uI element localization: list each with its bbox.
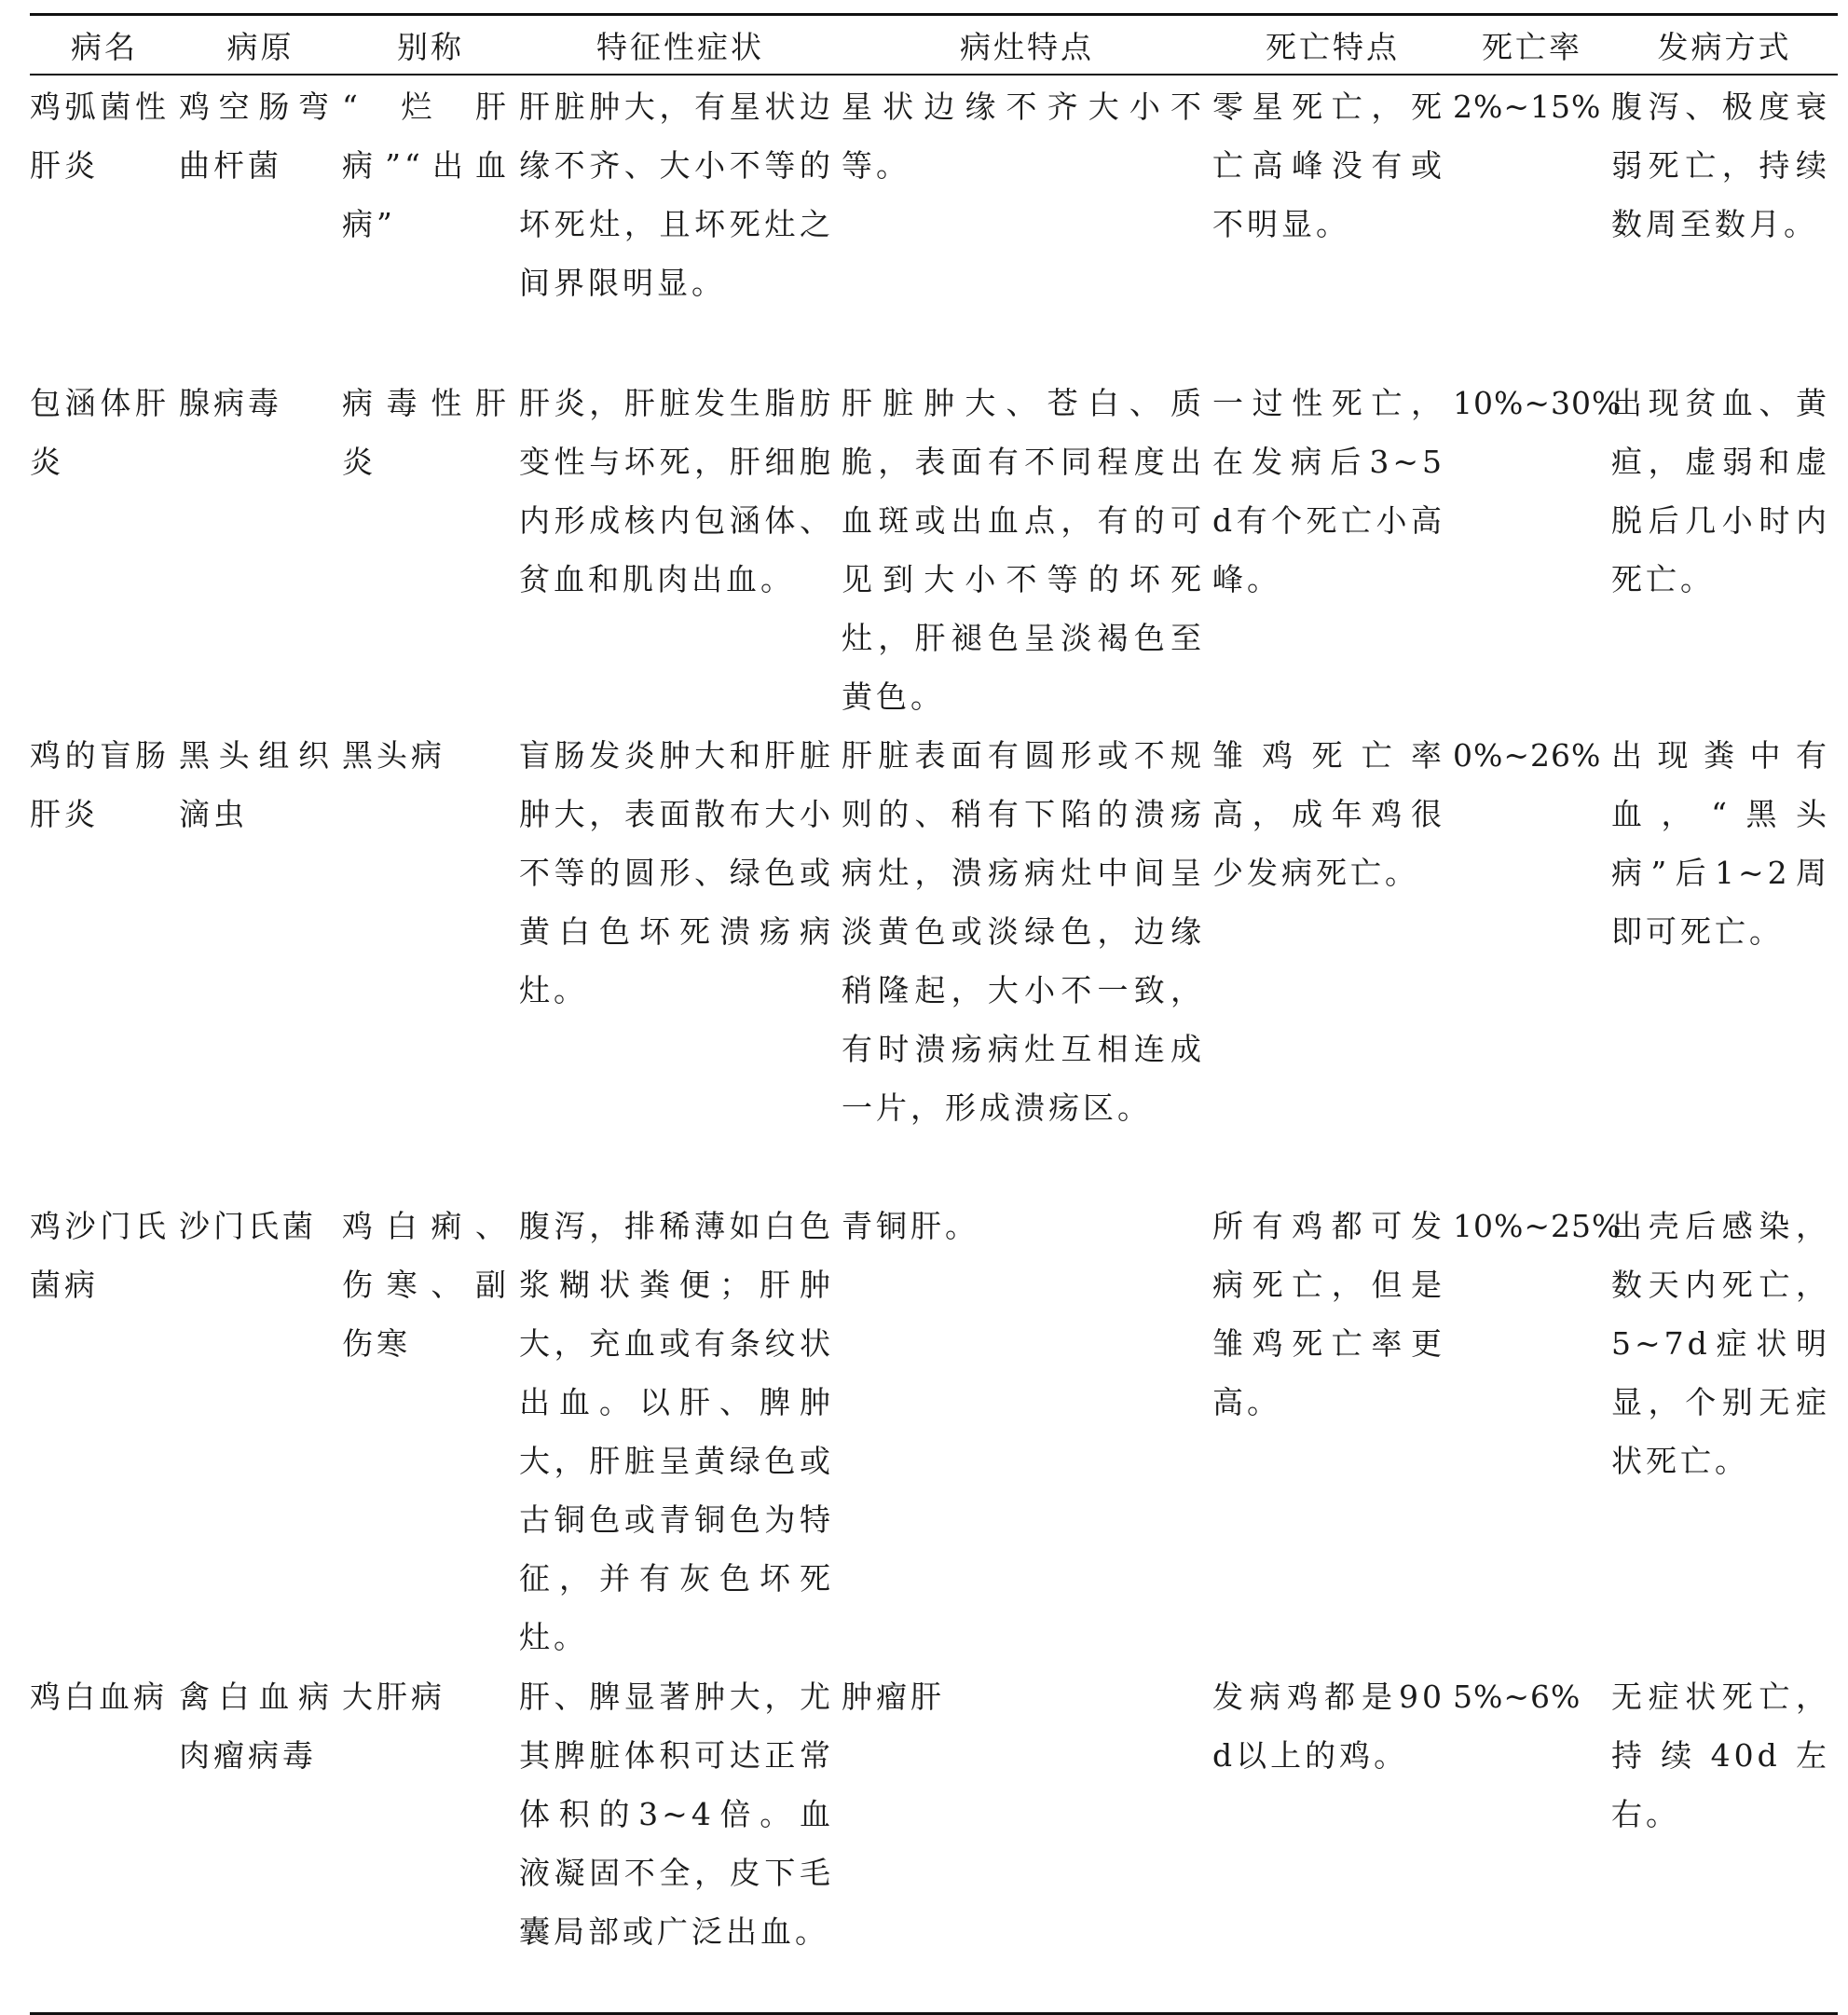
cell-pathogen: 腺病毒 — [179, 385, 282, 421]
cell-death-feature: 一过性死亡，在发病后3~5d有个死亡小高峰。 — [1212, 385, 1445, 597]
table-header-row — [30, 15, 1838, 75]
cell-lesion: 肝脏表面有圆形或不规则的、稍有下陷的溃疡病灶，溃疡病灶中间呈淡黄色或淡绿色，边缘稍隆起，大小不一致，有时溃疡病灶互相连成一片，形成溃疡区。 — [842, 737, 1205, 1126]
cell-mortality: 10%~25% — [1453, 1208, 1622, 1244]
cell-mortality: 2%~15% — [1453, 89, 1602, 125]
cell-death-feature: 零星死亡，死亡高峰没有或不明显。 — [1212, 89, 1445, 242]
table-row — [30, 1197, 1838, 1667]
cell-symptom: 腹泻，排稀薄如白色浆糊状粪便；肝肿大，充血或有条纹状出血。以肝、脾肿大，肝脏呈黄绿色或古铜色或青铜色为特征，并有灰色坏死灶。 — [519, 1208, 834, 1655]
cell-onset: 出现贫血、黄疸，虚弱和虚脱后几小时内死亡。 — [1611, 385, 1830, 597]
document-page — [30, 13, 1838, 1989]
cell-lesion: 星状边缘不齐大小不等。 — [842, 89, 1205, 184]
header-disease-name: 病名 — [71, 28, 138, 65]
cell-death-feature: 雏鸡死亡率高，成年鸡很少发病死亡。 — [1212, 737, 1445, 891]
cell-symptom: 盲肠发炎肿大和肝脏肿大，表面散布大小不等的圆形、绿色或黄白色坏死溃疡病灶。 — [519, 737, 834, 1008]
header-mortality: 死亡率 — [1482, 28, 1582, 65]
table-row — [30, 1667, 1838, 2014]
cell-pathogen: 鸡空肠弯曲杆菌 — [179, 89, 333, 184]
header-lesion: 病灶特点 — [960, 28, 1094, 65]
header-onset: 发病方式 — [1657, 28, 1792, 65]
header-symptom: 特征性症状 — [596, 28, 764, 65]
cell-lesion: 肿瘤肝 — [842, 1679, 945, 1715]
cell-onset: 腹泻、极度衰弱死亡，持续数周至数月。 — [1611, 89, 1830, 242]
cell-death-feature: 所有鸡都可发病死亡，但是雏鸡死亡率更高。 — [1212, 1208, 1445, 1420]
cell-alias: 大肝病 — [342, 1679, 445, 1715]
cell-alias: 黑头病 — [342, 737, 445, 774]
cell-disease-name: 鸡沙门氏菌病 — [30, 1208, 170, 1303]
cell-mortality: 0%~26% — [1453, 737, 1602, 774]
header-death-feature: 死亡特点 — [1266, 28, 1400, 65]
cell-onset: 无症状死亡，持续40d左右。 — [1611, 1679, 1830, 1832]
cell-onset: 出壳后感染，数天内死亡，5~7d症状明显，个别无症状死亡。 — [1611, 1208, 1830, 1479]
table-row — [30, 374, 1838, 726]
table-row — [30, 75, 1838, 374]
cell-disease-name: 包涵体肝炎 — [30, 385, 170, 480]
header-pathogen: 病原 — [226, 28, 294, 65]
cell-lesion: 青铜肝。 — [842, 1208, 979, 1244]
table-row — [30, 726, 1838, 1197]
cell-symptom: 肝脏肿大，有星状边缘不齐、大小不等的坏死灶，且坏死灶之间界限明显。 — [519, 89, 834, 301]
cell-mortality: 5%~6% — [1453, 1679, 1581, 1715]
cell-pathogen: 黑头组织滴虫 — [179, 737, 333, 832]
cell-disease-name: 鸡白血病 — [30, 1679, 168, 1715]
cell-alias: 病毒性肝炎 — [342, 385, 510, 480]
disease-comparison-table — [30, 13, 1838, 2015]
cell-onset: 出现粪中有血，“黑头病”后1~2周即可死亡。 — [1611, 737, 1830, 950]
cell-alias: “烂肝病”“出血病” — [342, 89, 510, 242]
cell-disease-name: 鸡的盲肠肝炎 — [30, 737, 170, 832]
header-alias: 别称 — [397, 28, 464, 65]
cell-mortality: 10%~30% — [1453, 385, 1622, 421]
cell-alias: 鸡白痢、伤寒、副伤寒 — [342, 1208, 510, 1362]
cell-disease-name: 鸡弧菌性肝炎 — [30, 89, 170, 184]
cell-death-feature: 发病鸡都是90d以上的鸡。 — [1212, 1679, 1445, 1774]
cell-pathogen: 禽白血病肉瘤病毒 — [179, 1679, 333, 1774]
cell-symptom: 肝炎，肝脏发生脂肪变性与坏死，肝细胞内形成核内包涵体、贫血和肌肉出血。 — [519, 385, 834, 597]
cell-pathogen: 沙门氏菌 — [179, 1208, 317, 1244]
cell-symptom: 肝、脾显著肿大，尤其脾脏体积可达正常体积的3~4倍。血液凝固不全，皮下毛囊局部或广泛出血。 — [519, 1679, 834, 1950]
cell-lesion: 肝脏肿大、苍白、质脆，表面有不同程度出血斑或出血点，有的可见到大小不等的坏死灶，肝褪色呈淡褐色至黄色。 — [842, 385, 1205, 715]
